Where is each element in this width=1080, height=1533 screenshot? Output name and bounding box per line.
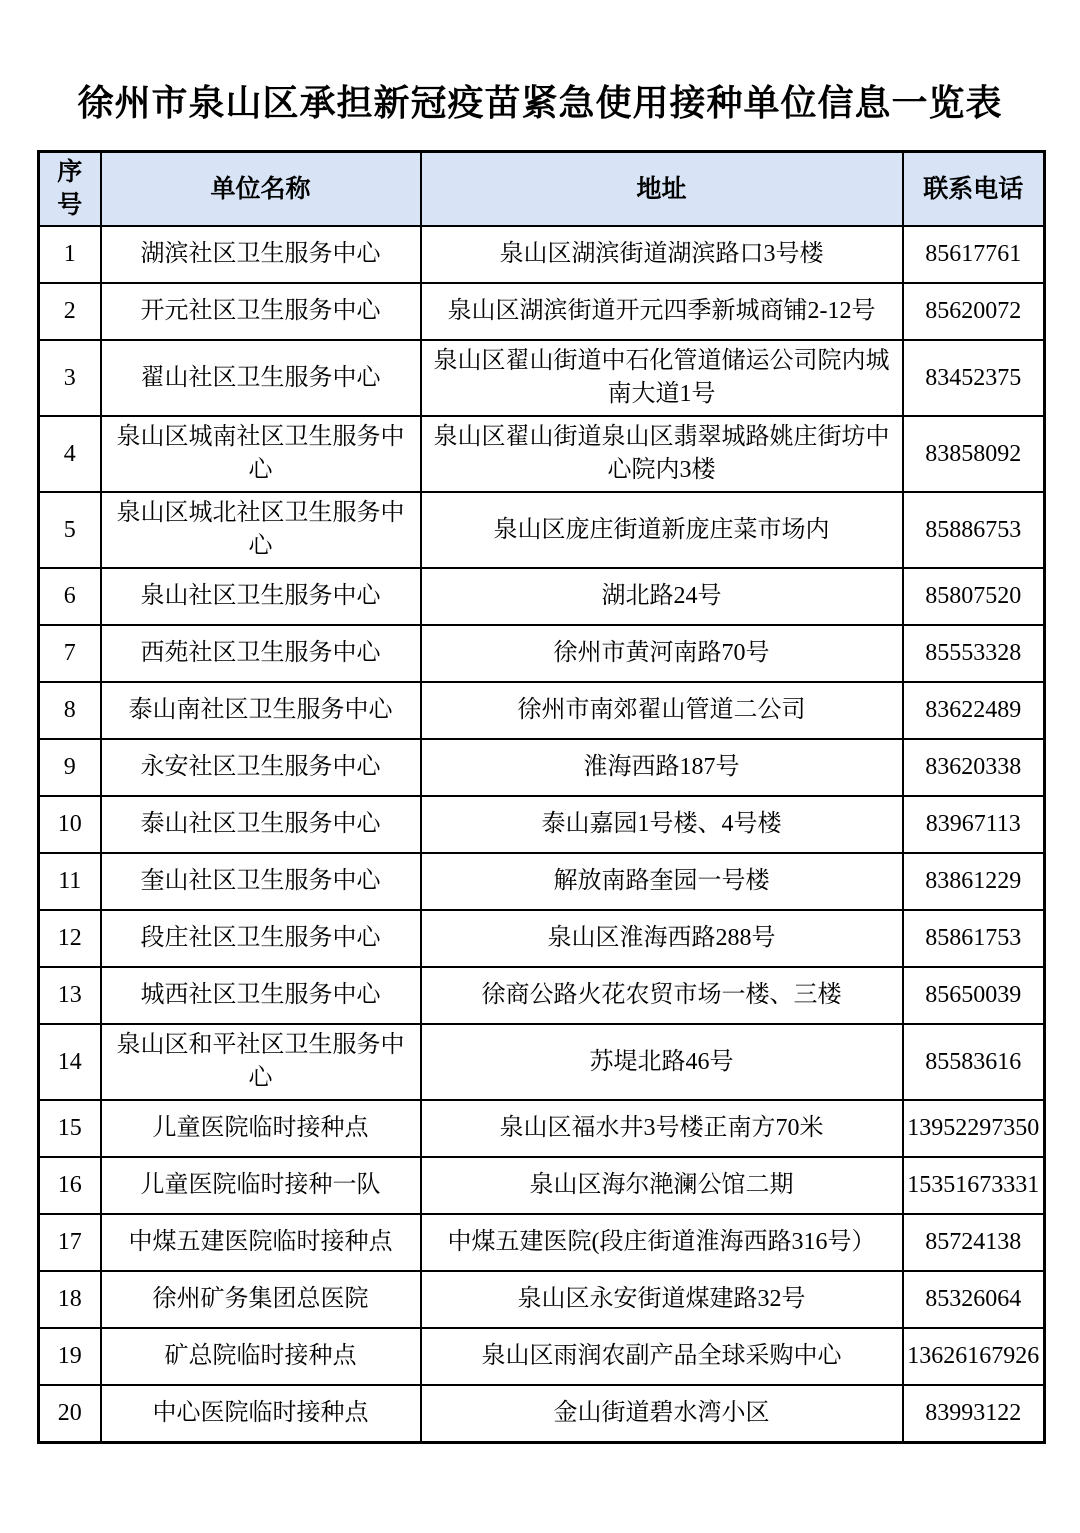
cell-row-number: 6 <box>39 568 101 625</box>
table-row <box>39 340 1045 416</box>
cell-unit-name: 中心医院临时接种点 <box>101 1385 421 1443</box>
cell-address: 泉山区庞庄街道新庞庄菜市场内 <box>421 492 903 568</box>
cell-phone: 85617761 <box>903 226 1045 283</box>
cell-phone: 83858092 <box>903 416 1045 492</box>
cell-phone: 85650039 <box>903 967 1045 1024</box>
cell-row-number: 14 <box>39 1024 101 1100</box>
cell-row-number: 11 <box>39 853 101 910</box>
table-row <box>39 1385 1045 1443</box>
cell-unit-name: 儿童医院临时接种一队 <box>101 1157 421 1214</box>
table-header <box>39 152 1045 227</box>
page-title: 徐州市泉山区承担新冠疫苗紧急使用接种单位信息一览表 <box>77 83 1003 123</box>
cell-address: 中煤五建医院(段庄街道淮海西路316号） <box>421 1214 903 1271</box>
cell-phone: 85724138 <box>903 1214 1045 1271</box>
cell-unit-name: 泰山社区卫生服务中心 <box>101 796 421 853</box>
cell-row-number: 10 <box>39 796 101 853</box>
table-row <box>39 1024 1045 1100</box>
cell-address: 泉山区福水井3号楼正南方70米 <box>421 1100 903 1157</box>
table-row <box>39 1328 1045 1385</box>
cell-row-number: 15 <box>39 1100 101 1157</box>
header-cell-phone: 联系电话 <box>903 152 1045 227</box>
cell-phone: 83861229 <box>903 853 1045 910</box>
table-row <box>39 283 1045 340</box>
cell-row-number: 9 <box>39 739 101 796</box>
cell-unit-name: 奎山社区卫生服务中心 <box>101 853 421 910</box>
cell-phone: 85861753 <box>903 910 1045 967</box>
cell-unit-name: 湖滨社区卫生服务中心 <box>101 226 421 283</box>
table-row <box>39 492 1045 568</box>
cell-row-number: 12 <box>39 910 101 967</box>
cell-address: 徐州市南郊翟山管道二公司 <box>421 682 903 739</box>
table-row <box>39 1157 1045 1214</box>
cell-unit-name: 泉山区城北社区卫生服务中心 <box>101 492 421 568</box>
cell-row-number: 18 <box>39 1271 101 1328</box>
cell-phone: 83620338 <box>903 739 1045 796</box>
table-row <box>39 1214 1045 1271</box>
cell-address: 苏堤北路46号 <box>421 1024 903 1100</box>
cell-row-number: 19 <box>39 1328 101 1385</box>
cell-address: 泉山区海尔滟澜公馆二期 <box>421 1157 903 1214</box>
cell-row-number: 16 <box>39 1157 101 1214</box>
cell-unit-name: 翟山社区卫生服务中心 <box>101 340 421 416</box>
table-row <box>39 682 1045 739</box>
cell-address: 徐州市黄河南路70号 <box>421 625 903 682</box>
cell-row-number: 13 <box>39 967 101 1024</box>
cell-row-number: 7 <box>39 625 101 682</box>
table-row <box>39 967 1045 1024</box>
header-row <box>39 152 1045 227</box>
cell-phone: 83622489 <box>903 682 1045 739</box>
cell-row-number: 20 <box>39 1385 101 1443</box>
cell-unit-name: 段庄社区卫生服务中心 <box>101 910 421 967</box>
cell-unit-name: 矿总院临时接种点 <box>101 1328 421 1385</box>
cell-unit-name: 泉山区城南社区卫生服务中心 <box>101 416 421 492</box>
cell-row-number: 8 <box>39 682 101 739</box>
cell-address: 淮海西路187号 <box>421 739 903 796</box>
cell-row-number: 4 <box>39 416 101 492</box>
cell-phone: 85886753 <box>903 492 1045 568</box>
cell-address: 泉山区湖滨街道湖滨路口3号楼 <box>421 226 903 283</box>
cell-phone: 85620072 <box>903 283 1045 340</box>
cell-row-number: 5 <box>39 492 101 568</box>
cell-address: 解放南路奎园一号楼 <box>421 853 903 910</box>
cell-address: 金山街道碧水湾小区 <box>421 1385 903 1443</box>
cell-phone: 13626167926 <box>903 1328 1045 1385</box>
cell-address: 泉山区永安街道煤建路32号 <box>421 1271 903 1328</box>
cell-unit-name: 城西社区卫生服务中心 <box>101 967 421 1024</box>
header-cell-name: 单位名称 <box>101 152 421 227</box>
cell-address: 泉山区翟山街道中石化管道储运公司院内城南大道1号 <box>421 340 903 416</box>
cell-unit-name: 泉山区和平社区卫生服务中心 <box>101 1024 421 1100</box>
table-row <box>39 853 1045 910</box>
cell-address: 泉山区湖滨街道开元四季新城商铺2-12号 <box>421 283 903 340</box>
header-cell-address: 地址 <box>421 152 903 227</box>
table-body <box>39 226 1045 1443</box>
table-row <box>39 1271 1045 1328</box>
header-cell-no: 序号 <box>39 152 101 227</box>
cell-phone: 85583616 <box>903 1024 1045 1100</box>
vaccination-units-table <box>37 150 1046 1444</box>
cell-unit-name: 西苑社区卫生服务中心 <box>101 625 421 682</box>
cell-phone: 85326064 <box>903 1271 1045 1328</box>
cell-address: 泰山嘉园1号楼、4号楼 <box>421 796 903 853</box>
cell-unit-name: 徐州矿务集团总医院 <box>101 1271 421 1328</box>
table-row <box>39 739 1045 796</box>
cell-phone: 83967113 <box>903 796 1045 853</box>
table-row <box>39 910 1045 967</box>
cell-unit-name: 永安社区卫生服务中心 <box>101 739 421 796</box>
cell-address: 湖北路24号 <box>421 568 903 625</box>
cell-unit-name: 开元社区卫生服务中心 <box>101 283 421 340</box>
table-row <box>39 796 1045 853</box>
cell-unit-name: 泰山南社区卫生服务中心 <box>101 682 421 739</box>
cell-row-number: 1 <box>39 226 101 283</box>
table-row <box>39 416 1045 492</box>
cell-address: 泉山区淮海西路288号 <box>421 910 903 967</box>
cell-phone: 83993122 <box>903 1385 1045 1443</box>
cell-phone: 15351673331 <box>903 1157 1045 1214</box>
cell-phone: 85553328 <box>903 625 1045 682</box>
table-row <box>39 568 1045 625</box>
cell-address: 泉山区翟山街道泉山区翡翠城路姚庄街坊中心院内3楼 <box>421 416 903 492</box>
cell-unit-name: 儿童医院临时接种点 <box>101 1100 421 1157</box>
table-row <box>39 1100 1045 1157</box>
cell-phone: 83452375 <box>903 340 1045 416</box>
table-row <box>39 226 1045 283</box>
cell-unit-name: 泉山社区卫生服务中心 <box>101 568 421 625</box>
cell-row-number: 17 <box>39 1214 101 1271</box>
cell-row-number: 3 <box>39 340 101 416</box>
cell-row-number: 2 <box>39 283 101 340</box>
cell-address: 泉山区雨润农副产品全球采购中心 <box>421 1328 903 1385</box>
cell-phone: 85807520 <box>903 568 1045 625</box>
table-row <box>39 625 1045 682</box>
cell-phone: 13952297350 <box>903 1100 1045 1157</box>
cell-address: 徐商公路火花农贸市场一楼、三楼 <box>421 967 903 1024</box>
cell-unit-name: 中煤五建医院临时接种点 <box>101 1214 421 1271</box>
